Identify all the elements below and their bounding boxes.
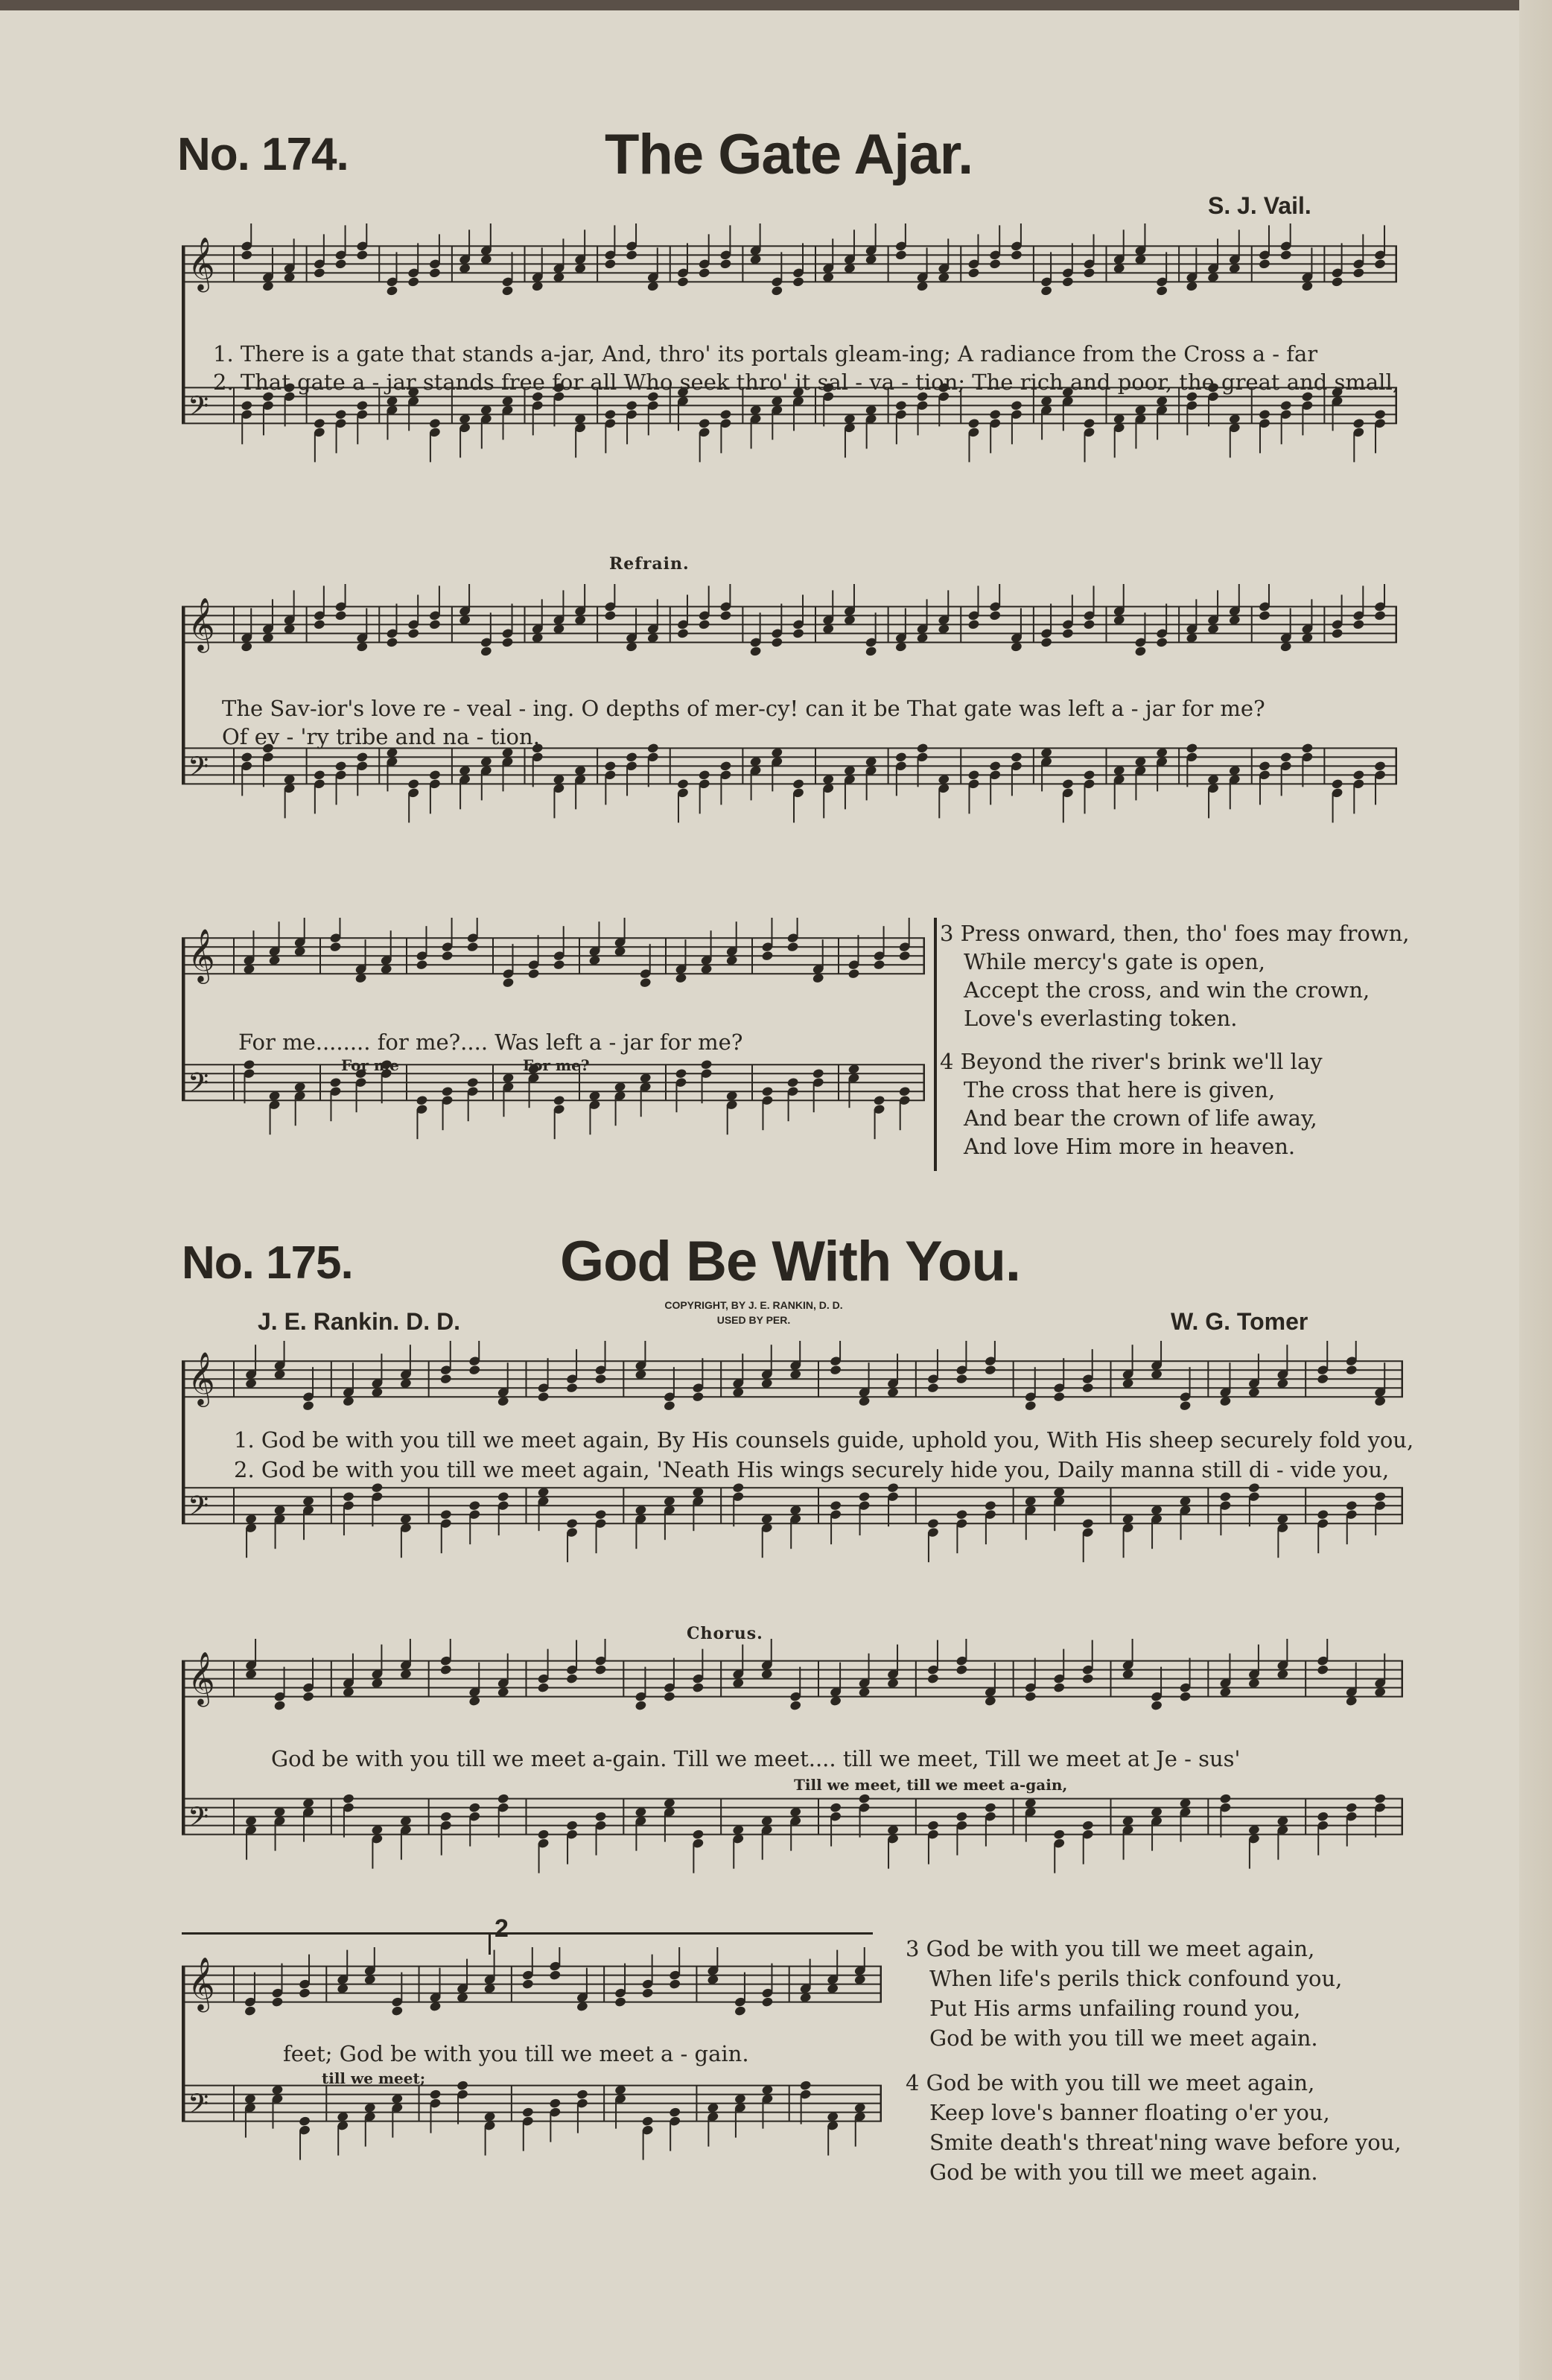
notehead [771, 637, 783, 648]
notehead [1345, 1365, 1358, 1376]
notehead [830, 1365, 842, 1376]
treble-clef-icon: 𝄞 [188, 1650, 215, 1705]
notehead [386, 285, 398, 296]
notehead [692, 1391, 705, 1403]
notehead [553, 959, 565, 971]
notehead [669, 1978, 681, 1990]
notehead [1374, 1793, 1387, 1804]
notehead [407, 276, 420, 288]
stanza-line: 4 God be with you till we meet again, [906, 2070, 1315, 2095]
notehead [967, 267, 980, 279]
notehead [894, 250, 907, 261]
hymn-174-title: The Gate Ajar. [605, 123, 973, 186]
notehead [1053, 1391, 1066, 1403]
notehead [1219, 1793, 1232, 1804]
notehead [761, 1086, 774, 1097]
notehead [1352, 619, 1365, 630]
notehead [604, 409, 617, 420]
notehead [830, 1500, 842, 1511]
notehead [566, 1820, 579, 1831]
notehead [646, 743, 659, 754]
notehead [1259, 610, 1271, 621]
notehead [466, 1077, 479, 1088]
stanza-line: And bear the crown of life away, [964, 1105, 1317, 1131]
stanza-line: 4 Beyond the river's brink we'll lay [940, 1049, 1323, 1074]
stanza-line: While mercy's gate is open, [964, 949, 1265, 974]
notehead [1053, 1829, 1066, 1840]
treble-clef-icon: 𝄞 [188, 1351, 215, 1406]
notehead [468, 1802, 481, 1813]
stanza-line: The cross that here is given, [964, 1077, 1276, 1102]
notehead [984, 1500, 996, 1511]
notehead [1179, 1691, 1192, 1702]
notehead [356, 752, 369, 763]
notehead [1279, 752, 1292, 763]
notehead [501, 637, 514, 648]
notehead [786, 1077, 799, 1088]
notehead [1024, 1400, 1037, 1412]
notehead [865, 646, 877, 657]
notehead [356, 400, 369, 411]
notehead [626, 752, 638, 763]
notehead [241, 400, 253, 411]
notehead [371, 1482, 384, 1494]
volta-number: 2 [494, 1914, 509, 1943]
notehead [342, 1491, 354, 1502]
hymn-175-title: God Be With You. [560, 1230, 1021, 1293]
notehead [1279, 250, 1292, 261]
notehead [626, 250, 638, 261]
notehead [273, 1700, 286, 1711]
notehead [334, 409, 347, 420]
stanza-line: Put His arms unfailing round you, [929, 1996, 1301, 2021]
notehead [1081, 1820, 1094, 1831]
notehead [428, 267, 441, 279]
notehead [1010, 250, 1023, 261]
notehead [549, 1970, 562, 1981]
notehead [391, 2005, 404, 2016]
notehead [771, 285, 783, 296]
hymn-174-line-3-echo-1: For me [341, 1056, 399, 1074]
notehead [1083, 619, 1095, 630]
bass-clef-icon: 𝄢 [188, 1067, 209, 1106]
notehead [441, 951, 454, 962]
notehead [1024, 1691, 1037, 1702]
notehead [1345, 1802, 1358, 1813]
hymn-174-verse-1-line-2: The Sav-ior's love re - veal - ing. O depths of mer-cy! can it be That gate was left a - jar for me? [222, 696, 1265, 721]
notehead [1081, 1673, 1094, 1684]
notehead [916, 743, 929, 754]
treble-clef-icon: 𝄞 [188, 235, 215, 291]
hymn-175-verse-1-line-1: 1. God be with you till we meet again, By His counsels guide, uphold you, With His sheep securely fold you, [234, 1427, 1414, 1453]
notehead [749, 646, 762, 657]
notehead [692, 1829, 705, 1840]
bass-clef-icon: 𝄢 [188, 1491, 209, 1529]
notehead [894, 400, 907, 411]
notehead [299, 2116, 311, 2127]
notehead [1151, 1700, 1163, 1711]
notehead [1352, 418, 1365, 429]
notehead [439, 1811, 452, 1822]
hymn-174-verse-2-line-1: 2. That gate a - jar stands free for all Who seek thro' it sal - va - tion; The rich and poor, the great and small, [213, 369, 1399, 395]
hymn-175-author: J. E. Rankin. D. D. [258, 1308, 461, 1335]
notehead [441, 1086, 454, 1097]
notehead [439, 1664, 452, 1675]
notehead [502, 977, 515, 989]
notehead [1317, 1374, 1329, 1385]
notehead [1061, 778, 1074, 790]
notehead [428, 418, 441, 429]
notehead [698, 619, 710, 630]
stanza-line: God be with you till we meet again. [929, 2025, 1318, 2051]
notehead [1317, 1811, 1329, 1822]
stanza-line: 3 God be with you till we meet again, [906, 1936, 1315, 1961]
notehead [989, 409, 1002, 420]
notehead [761, 951, 774, 962]
stanza-line: And love Him more in heaven. [964, 1134, 1296, 1159]
notehead [1374, 610, 1387, 621]
notehead [789, 1700, 802, 1711]
notehead [1259, 409, 1271, 420]
hymn-175-stanza-3 [906, 1934, 1342, 2053]
hymn-174-number: No. 174. [177, 129, 349, 180]
notehead [858, 1491, 871, 1502]
notehead [984, 1802, 996, 1813]
notehead [1081, 1383, 1094, 1394]
hymn-175-composer: W. G. Tomer [1171, 1308, 1308, 1335]
notehead [313, 418, 325, 429]
notehead [669, 2107, 681, 2118]
music-staff-system [182, 1947, 882, 2186]
notehead [847, 968, 860, 980]
notehead [1259, 761, 1271, 772]
notehead [614, 1996, 627, 2008]
notehead [302, 1691, 315, 1702]
notehead [527, 968, 540, 980]
notehead [1010, 400, 1023, 411]
notehead [698, 769, 710, 781]
copyright-line: USED BY PER. [716, 1314, 791, 1326]
notehead [521, 2107, 534, 2118]
bass-clef-icon: 𝄢 [188, 1801, 209, 1840]
notehead [677, 276, 690, 288]
hymn-175-line-3-lyric: feet; God be with you till we meet a - gain. [283, 2041, 749, 2066]
treble-clef-icon: 𝄞 [188, 927, 215, 983]
notehead [830, 1802, 842, 1813]
notehead [428, 619, 441, 630]
notehead [566, 1673, 579, 1684]
hymn-175-line-3-echo: till we meet; [322, 2069, 426, 2087]
stanza-line: Smite death's threat'ning wave before you, [929, 2130, 1402, 2155]
notehead [887, 1482, 900, 1494]
notehead [1053, 1682, 1066, 1693]
notehead [812, 1068, 824, 1079]
notehead [329, 942, 342, 953]
notehead [734, 2005, 746, 2016]
notehead [429, 2089, 442, 2100]
hymn-175-number: No. 175. [182, 1237, 353, 1289]
notehead [549, 2098, 562, 2109]
notehead [1259, 258, 1271, 270]
notehead [594, 1374, 607, 1385]
notehead [537, 1829, 550, 1840]
notehead [663, 1400, 675, 1412]
notehead [732, 1482, 745, 1494]
notehead [894, 752, 907, 763]
stanza-line: When life's perils thick confound you, [929, 1966, 1343, 1991]
notehead [439, 1374, 452, 1385]
notehead [1331, 778, 1343, 790]
notehead [1156, 637, 1168, 648]
notehead [989, 610, 1002, 621]
notehead [271, 1996, 284, 2008]
notehead [241, 250, 253, 261]
notehead [302, 1400, 315, 1412]
notehead [1352, 267, 1365, 279]
notehead [792, 628, 805, 639]
notehead [313, 267, 325, 279]
hymn-174-line-3-lyric: For me........ for me?.... Was left a - jar for me? [238, 1029, 743, 1055]
page-top-edge [0, 0, 1552, 10]
notehead [566, 1383, 579, 1394]
notehead [698, 418, 710, 429]
notehead [1331, 276, 1343, 288]
notehead [243, 1059, 255, 1070]
stanza-line: Accept the cross, and win the crown, [964, 977, 1370, 1003]
notehead [356, 250, 369, 261]
notehead [1083, 418, 1095, 429]
notehead [799, 2080, 812, 2091]
notehead [537, 1682, 550, 1693]
notehead [1374, 258, 1387, 270]
hymn-175-chorus-lyric: God be with you till we meet a-gain. Till we meet.... till we meet, Till we meet at Je - sus' [271, 1746, 1241, 1771]
hymn-175-verse-2-line-1: 2. God be with you till we meet again, 'Neath His wings securely hide you, Daily manna still di - vide you, [234, 1457, 1390, 1482]
notehead [1040, 285, 1053, 296]
notehead [1061, 628, 1074, 639]
hymn-174-refrain-label: Refrain. [609, 554, 690, 574]
notehead [594, 1811, 607, 1822]
notehead [1352, 769, 1365, 781]
notehead [428, 769, 441, 781]
notehead [313, 619, 325, 630]
hymn-175-stanza-4 [906, 2068, 1402, 2187]
notehead [594, 1664, 607, 1675]
notehead [566, 1518, 579, 1529]
notehead [898, 1086, 911, 1097]
hymn-174-verse-1-line-1: 1. There is a gate that stands a-jar, And, thro' its portals gleam-ing; A radiance from the Cross a - far [213, 341, 1318, 366]
notehead [1179, 1400, 1192, 1412]
notehead [677, 778, 690, 790]
notehead [1010, 752, 1023, 763]
notehead [1186, 743, 1198, 754]
notehead [967, 619, 980, 630]
notehead [692, 1682, 705, 1693]
notehead [241, 752, 253, 763]
notehead [1040, 637, 1053, 648]
notehead [497, 1491, 509, 1502]
notehead [955, 1509, 968, 1520]
notehead [313, 769, 325, 781]
notehead [873, 1095, 885, 1106]
volta-bracket [182, 1932, 873, 1935]
notehead [792, 778, 805, 790]
notehead [873, 959, 885, 971]
notehead [955, 1664, 968, 1675]
hymn-174-line-3-echo-2: For me? [523, 1056, 590, 1074]
notehead [1134, 646, 1147, 657]
notehead [329, 1077, 342, 1088]
notehead [594, 1509, 607, 1520]
bass-clef-icon: 𝄢 [188, 2088, 209, 2127]
notehead [663, 1691, 675, 1702]
notehead [407, 778, 420, 790]
notehead [468, 1500, 481, 1511]
notehead [1219, 1491, 1232, 1502]
notehead [537, 1391, 550, 1403]
notehead [604, 761, 617, 772]
notehead [439, 1509, 452, 1520]
bass-clef-icon: 𝄢 [188, 751, 209, 790]
notehead [1374, 761, 1387, 772]
hymn-175-chorus-echo: Till we meet, till we meet a-gain, [794, 1776, 1068, 1794]
notehead [407, 628, 420, 639]
notehead [639, 977, 652, 989]
notehead [342, 1793, 354, 1804]
hymn-175-copyright [627, 1298, 880, 1327]
notehead [719, 761, 732, 772]
notehead [955, 1374, 968, 1385]
notehead [719, 610, 732, 621]
hymn-174-composer: S. J. Vail. [1208, 192, 1311, 219]
notehead [926, 1518, 939, 1529]
notehead [576, 2089, 588, 2100]
treble-clef-icon: 𝄞 [188, 1955, 215, 2011]
stanza-line: God be with you till we meet again. [929, 2160, 1318, 2185]
notehead [553, 1095, 565, 1106]
notehead [635, 1700, 647, 1711]
hymn-175-chorus-label: Chorus. [687, 1624, 763, 1643]
notehead [677, 628, 690, 639]
notehead [984, 1365, 996, 1376]
notehead [786, 942, 799, 953]
stanza-line: 3 Press onward, then, tho' foes may frown, [940, 921, 1410, 946]
notehead [700, 1059, 713, 1070]
notehead [761, 1996, 774, 2008]
verse-column-divider [934, 918, 937, 1171]
notehead [926, 1383, 939, 1394]
notehead [416, 959, 428, 971]
notehead [675, 1068, 687, 1079]
notehead [1081, 1518, 1094, 1529]
notehead [1083, 769, 1095, 781]
hymn-174-stanza-4 [940, 1047, 1323, 1161]
notehead [521, 1978, 534, 1990]
notehead [967, 769, 980, 781]
hymn-174-verse-2-line-2: Of ev - 'ry tribe and na - tion. [222, 724, 540, 749]
notehead [1331, 628, 1343, 639]
notehead [334, 761, 347, 772]
notehead [416, 1095, 428, 1106]
notehead [604, 610, 617, 621]
notehead [626, 400, 638, 411]
notehead [858, 1793, 871, 1804]
notehead [244, 2005, 256, 2016]
notehead [898, 951, 911, 962]
notehead [334, 258, 347, 270]
hymn-175-system-3 [182, 1947, 882, 2186]
notehead [719, 258, 732, 270]
notehead [1247, 1482, 1260, 1494]
notehead [955, 1811, 968, 1822]
notehead [457, 2080, 469, 2091]
notehead [719, 409, 732, 420]
notehead [1061, 276, 1074, 288]
notehead [468, 1365, 481, 1376]
notehead [1374, 1491, 1387, 1502]
notehead [1279, 400, 1292, 411]
stanza-line: Keep love's banner floating o'er you, [929, 2100, 1330, 2125]
notehead [1083, 267, 1095, 279]
notehead [1317, 1664, 1329, 1675]
notehead [386, 637, 398, 648]
notehead [497, 1793, 509, 1804]
music-staff-system [182, 1639, 1403, 1914]
notehead [989, 761, 1002, 772]
bass-clef-icon: 𝄢 [188, 390, 209, 429]
treble-clef-icon: 𝄞 [188, 596, 215, 651]
notehead [480, 646, 492, 657]
notehead [641, 2116, 654, 2127]
notehead [967, 418, 980, 429]
hymn-174-stanza-3 [940, 919, 1410, 1032]
notehead [926, 1673, 939, 1684]
notehead [989, 258, 1002, 270]
notehead [698, 267, 710, 279]
notehead [299, 1987, 311, 1999]
notehead [334, 610, 347, 621]
notehead [466, 942, 479, 953]
notehead [641, 1987, 654, 1999]
notehead [1301, 743, 1314, 754]
notehead [1374, 409, 1387, 420]
page-right-edge [1519, 0, 1552, 2380]
notehead [1345, 1500, 1358, 1511]
notehead [1156, 285, 1168, 296]
notehead [926, 1820, 939, 1831]
copyright-line: COPYRIGHT, BY J. E. RANKIN, D. D. [664, 1299, 843, 1311]
notehead [604, 258, 617, 270]
stanza-line: Love's everlasting token. [964, 1006, 1238, 1031]
hymn-175-system-2 [182, 1639, 1403, 1914]
notehead [792, 276, 805, 288]
notehead [501, 285, 514, 296]
notehead [1317, 1509, 1329, 1520]
